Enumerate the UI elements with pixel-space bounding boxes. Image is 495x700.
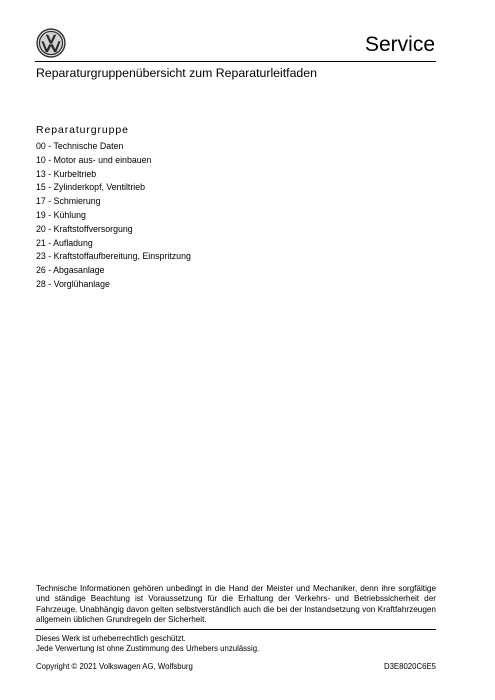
page-footer <box>36 662 436 672</box>
footer-rule <box>35 629 436 630</box>
copyright-text: Copyright © 2021 Volkswagen AG, Wolfsburg <box>36 662 193 671</box>
repair-group-item: 15 - Zylinderkopf, Ventiltrieb <box>36 182 146 193</box>
repair-group-item: 21 - Aufladung <box>36 237 93 248</box>
vw-logo <box>36 28 66 58</box>
document-id: D3E8020C6E5 <box>383 662 436 671</box>
repair-group-list <box>36 140 191 292</box>
header-title: Service <box>364 33 435 56</box>
document-subtitle: Reparaturgruppenübersicht zum Reparaturleitfaden <box>36 66 317 80</box>
repair-group-item: 23 - Kraftstoffaufbereitung, Einspritzung <box>36 251 191 262</box>
copyright-line-1: Dieses Werk ist urheberrechtlich geschützt. <box>36 634 186 643</box>
repair-group-item: 13 - Kurbeltrieb <box>36 168 97 179</box>
safety-notice: Technische Informationen gehören unbedingt in die Hand der Meister und Mechaniker, denn ihre sorgfältige und ständige Beachtung ist Voraussetzung für die Erhaltung der Verkehrs- und Betriebssicherheit der Fahrzeuge. Unabhängig davon gelten selbstverständlich auch die bei der Instandsetzung von Kraftfahrzeugen allgemein üblichen Grundregeln der Sicherheit. <box>36 584 436 625</box>
repair-group-item: 00 - Technische Daten <box>36 141 124 151</box>
repair-group-item: 26 - Abgasanlage <box>36 265 105 276</box>
copyright-line-2: Jede Verwertung ist ohne Zustimmung des Urhebers unzulässig. <box>36 644 260 654</box>
repair-group-item: 20 - Kraftstoffversorgung <box>36 223 133 234</box>
repair-group-item: 17 - Schmierung <box>36 196 101 207</box>
header-rule <box>35 61 436 62</box>
copyright-notice <box>36 634 259 655</box>
repair-group-item: 19 - Kühlung <box>36 209 86 220</box>
group-heading: Reparaturgruppe <box>36 124 129 136</box>
repair-group-item: 28 - Vorglühanlage <box>36 278 110 289</box>
repair-group-item: 10 - Motor aus- und einbauen <box>36 154 152 165</box>
